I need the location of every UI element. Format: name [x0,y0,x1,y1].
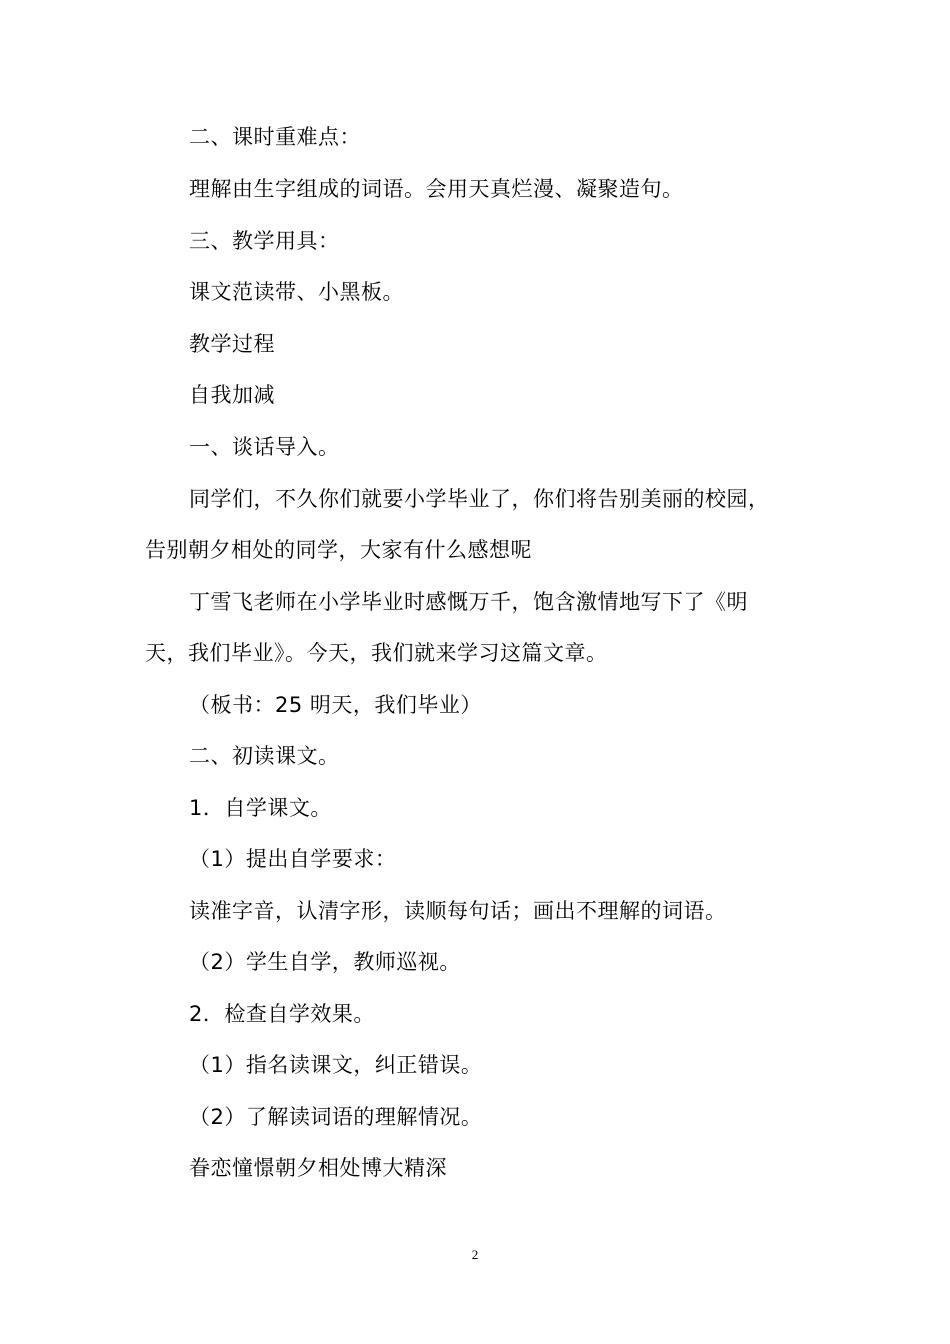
heading-first-reading: 二、初读课文。 [189,744,340,768]
label-self-adjust: 自我加减 [189,383,275,407]
item-understand-words: （2）了解读词语的理解情况。 [189,1105,483,1129]
heading-teaching-tools: 三、教学用具： [189,229,340,253]
heading-key-points: 二、课时重难点： [189,125,361,149]
paragraph-author-line-2: 天，我们毕业》。今天，我们就来学习这篇文章。 [145,641,608,665]
heading-teaching-process: 教学过程 [189,332,275,356]
paragraph-teaching-tools-content: 课文范读带、小黑板。 [189,280,404,304]
paragraph-intro-line-2: 告别朝夕相处的同学，大家有什么感想呢 [145,538,532,562]
paragraph-requirements-content: 读准字音，认清字形，读顺每句话；画出不理解的词语。 [189,899,727,923]
paragraph-intro-line-1: 同学们，不久你们就要小学毕业了，你们将告别美丽的校园， [189,487,770,511]
item-student-study: （2）学生自学，教师巡视。 [189,950,461,974]
item-read-aloud: （1）指名读课文，纠正错误。 [189,1053,483,1077]
heading-intro: 一、谈话导入。 [189,435,340,459]
page-number: 2 [471,1247,479,1262]
item-check-results: 2．检查自学效果。 [189,1002,375,1026]
paragraph-board-writing: （板书：25 明天，我们毕业） [189,693,482,717]
paragraph-author-line-1: 丁雪飞老师在小学毕业时感慨万千，饱含激情地写下了《明 [189,590,748,614]
paragraph-key-points-content: 理解由生字组成的词语。会用天真烂漫、凝聚造句。 [189,177,684,201]
item-self-study: 1．自学课文。 [189,796,332,820]
paragraph-vocabulary: 眷恋憧憬朝夕相处博大精深 [189,1156,447,1180]
item-requirements: （1）提出自学要求： [189,847,397,871]
